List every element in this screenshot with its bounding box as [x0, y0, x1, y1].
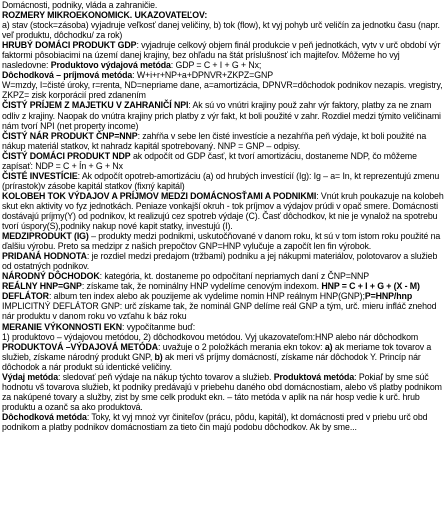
paragraph	[2, 100, 445, 130]
paragraph	[2, 412, 445, 432]
paragraph	[2, 171, 445, 191]
text-run: : získame tak, že nominálny HNP vydelíme cenovým indexom.	[81, 281, 322, 292]
text-run: ak odpočít od GDP časť, kt tvorí amortizáciu, dostaneme NDP, čo môžeme zapísať: NDP = C + Ín + G + Nx	[2, 150, 417, 171]
bold-text-run: ČISTÝ NÁR PRODUKT ČNP=NNP	[2, 130, 138, 141]
bold-text-run: PRODUKTOVÁ –VÝDAJOVÁ METÓDA	[2, 341, 158, 352]
bold-text-run: ČISTÉ INVESTÍCIE	[2, 170, 78, 181]
text-run: Domácnosti, podniky, vláda a zahraničie.	[2, 0, 158, 10]
paragraph	[2, 301, 445, 321]
text-run: : Pokiaľ by sme súč hodnotu vš tovarova služieb, kt podniky predávajú v priebehu daného obd domácnostiam, alebo vš platby podnikom za nakúpené tovary a služby, zist by sme celk produkt ekn. – táto metóda v aplik na nár hosp vedie k urč. hrub produktu a ozanč sa ako produktová.	[2, 371, 442, 412]
bold-text-run: DEFLÁTOR	[2, 291, 49, 302]
bold-text-run: MERANIE VÝKONNOSTI EKN	[2, 321, 122, 332]
text-run: : Ak sú vo vnútri krajiny použ zahr výr faktory, platby za ne znam odliv z krajiny. Naopak do vnútra krajiny prich platby z výr fakt, kt boli použité v zahr. Rozdiel medzi týmito veličinami nám tvorí NPI (net property income)	[2, 100, 441, 131]
text-run: : zahŕňa v sebe len čisté investície a nezahŕňa peň výdaje, kt boli použité na nákup materiál statkov, kt nahradz kapitál spotrebovaný. NNP = GNP – odpisy.	[2, 130, 427, 151]
bold-text-run: NÁRODNÝ DÔCHODOK	[2, 271, 100, 282]
paragraph	[2, 322, 445, 332]
bold-text-run: Výdaj metóda	[2, 371, 58, 382]
bold-text-run: MEDZIPRODUKT (IG)	[2, 231, 89, 242]
text-run: : Ak odpočít opotreb-amortizáciu (a) od hrubých investícií (Ig): Ig – a= In, kt reprezentujú zmenu (prírastok)v zásobe kapitál statkov (fixný kapitál)	[2, 170, 440, 191]
paragraph	[2, 20, 445, 40]
paragraph	[2, 342, 445, 372]
paragraph	[2, 151, 445, 171]
text-run: : GDP = C + I + G + Nx;	[170, 60, 262, 71]
text-run: a) stav (stock=zásoba) vyjadruje veľkosť danej veličiny, b) tok (flow), kt vyj pohyb urč veličín za jednotku času (napr. veľ produktu, dôchodku/ za rok)	[2, 20, 440, 41]
bold-text-run: PRIDANÁ HODNOTA	[2, 251, 87, 262]
bold-text-run: ČISTÝ DOMÁCI PRODUKT NDP	[2, 150, 131, 161]
text-run: : uvažuje o 2 položkách merania ekn tokov:	[158, 341, 325, 352]
bold-text-run: P=HNP/hnp	[364, 291, 413, 302]
bold-text-run: Dôchodková metóda	[2, 411, 87, 422]
text-run: : vyjadruje celkový objem finál produkcie v peň jednotkách, vytv v urč období výr faktormi pôsobiacimi na území danej krajiny, bez ohľadu na štát príslušnosť ich majiteľov. Môžeme ho vyj nasledovne:	[2, 40, 441, 71]
text-run: : urč získame tak, že nominál GNP delíme reál GNP a tým, urč. mieru infláč znehod nár produktu v danom roku vo vzťahu k báz roku	[2, 301, 437, 322]
paragraph	[2, 40, 445, 70]
text-run: – produkty medzi podnikmi, uskutočňované v danom roku, kt sú v tom istom roku použité na ďalšiu výrobu. Preto sa medzipr z našich prepočtov GNP=HNP vylučuje a započít len fin výrobok.	[2, 231, 441, 252]
paragraph	[2, 191, 445, 231]
bold-text-run: Produktovo výdajová metóda	[50, 60, 171, 71]
bold-text-run: KOLOBEH TOK VÝDAJOV A PRÍJMOV MEDZI DOMÁCNOSŤAMI A PODNIKMI	[2, 190, 317, 201]
paragraph	[2, 0, 445, 10]
paragraph	[2, 291, 445, 301]
paragraph	[2, 281, 445, 291]
bold-text-run: ČISTÝ PRÍJEM Z MAJETKU V ZAHRANIČÍ NPI	[2, 100, 189, 111]
text-run: IMPLICITNÝ DEFLÁTOR GNP	[2, 301, 120, 312]
paragraph	[2, 372, 445, 412]
paragraph	[2, 251, 445, 271]
bold-text-run: Produktová metóda	[273, 371, 355, 382]
text-run: : Toky, kt vyj mnoż vyr činiteľov (prácu, pôdu, kapitál), kt domácnosti pred v priebu urč obd podnikom a platby podnikov domácnostiam za tieto čin majú podobu dôchodkov. Ak by sme...	[2, 411, 428, 432]
bold-text-run: HRUBÝ DOMÁCI PRODUKT GDP	[2, 40, 137, 51]
paragraph	[2, 70, 445, 80]
text-run: : album ten index alebo ak pouzijeme ak vydelime nomin HNP reálnym HNP(GNP);	[48, 291, 365, 302]
text-run: ak meri vš príjmy domácností, získame nár dôchodok Y. Princíp nár dôchodok a nár produkt sú identické veličiny.	[2, 351, 421, 372]
text-run: : W+i+r+NP+a+DPNVR+ZKPZ=GNP	[132, 70, 273, 81]
text-run: : sledovať peň výdaje na nákup týchto tovarov a služieb.	[58, 371, 274, 382]
text-run: : kategória, kt. dostaneme po odpočítaní nepriamych daní z ČNP=NNP	[99, 271, 370, 282]
paragraph	[2, 131, 445, 151]
text-run: ak meriame tok tovarov a služieb, získame národný produkt GNP,	[2, 341, 432, 362]
text-run: : je rozdiel medzi predajom (tržbami) podniku a jej nákupmi materiálov, polotovarov a služieb od ostatných podnikov.	[2, 251, 438, 272]
paragraph	[2, 332, 445, 342]
bold-text-run: a)	[324, 341, 333, 352]
text-run: : vypočítanme buď:	[122, 321, 196, 332]
paragraph	[2, 80, 445, 100]
bold-text-run: b)	[154, 351, 163, 362]
paragraph	[2, 271, 445, 281]
text-run: 1) produktovo – výdajovou metódou, 2) dôchodkovou metódou. Vyj ukazovateľom:HNP alebo nár dôchodkom	[2, 331, 419, 342]
paragraph	[2, 231, 445, 251]
text-run: : Vnút kruh poukazuje na kolobeh skut ekn aktivity vo fyz jednotkách. Peniaze vonkajší okruh - tok príjmov a výdajov prúdi v opač smere. Domácnosti dostávajú príjmy(Y) od podnikov, kt realizujú cez spotreb výdaje (C). Časť dôchodkov, kt nie je vynalož na spotrebu tvorí úspory(S),podniky nakup nové kapit statky, investujú (I).	[2, 190, 444, 232]
paragraph	[2, 10, 445, 20]
bold-text-run: Dôchodková – príjmová metóda	[2, 70, 133, 81]
bold-text-run: REÁLNY HNP=GNP	[2, 281, 82, 292]
bold-text-run: ROZMERY MIKROEKONOMICK. UKAZOVATEĽOV:	[2, 10, 208, 21]
bold-text-run: HNP = C + I + G + (X - M)	[321, 281, 420, 292]
text-run: W=mzdy, I=čisté úroky, r=renta, ND=nepriame dane, a=amortizácia, DPNVR=dôchodok podnikov nezapis. vregistry, ZKPZ= zisk korporácií pred zdanením	[2, 80, 443, 101]
